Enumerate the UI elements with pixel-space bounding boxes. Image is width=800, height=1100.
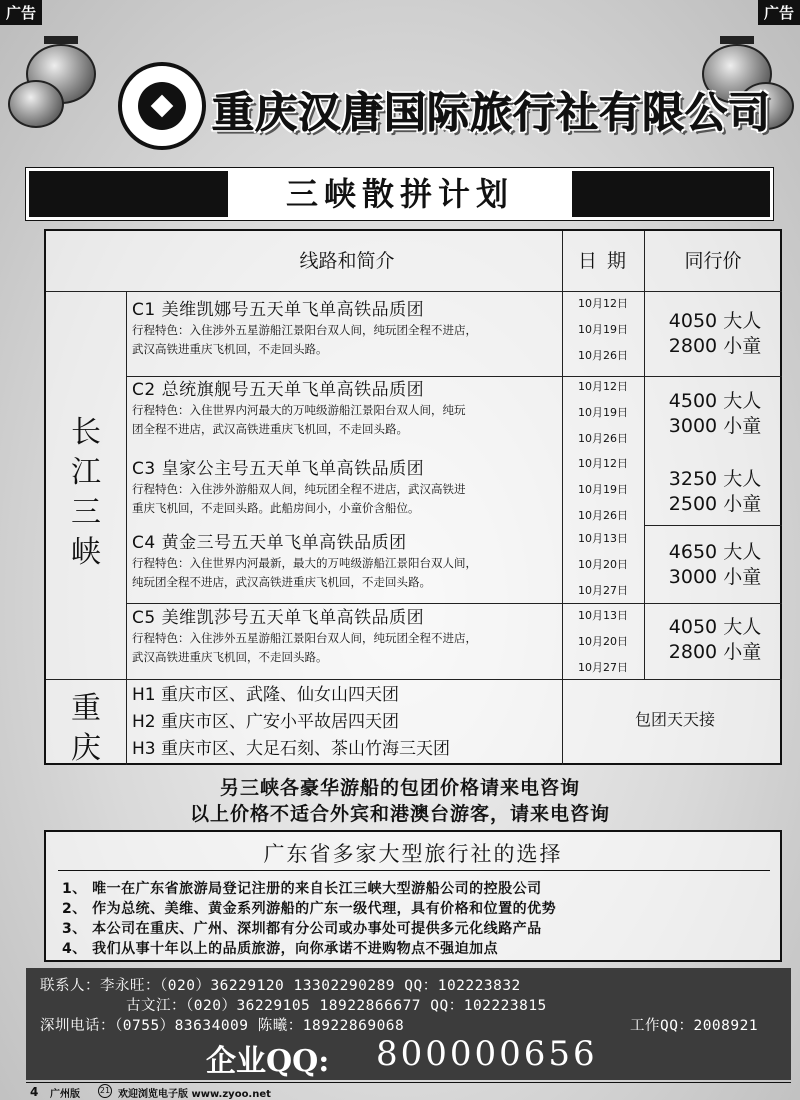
contact-line: 深圳电话：（0755）83634009 陈曦：18922869068 — [40, 1018, 405, 1034]
footer-website: 欢迎浏览电子版 www.zyoo.net — [118, 1089, 271, 1100]
header-route: 线路和简介 — [299, 250, 395, 272]
route-desc: 纯玩团全程不进店，武汉高铁进重庆飞机回，不走回头路。 — [132, 575, 431, 589]
title-bar — [26, 168, 773, 220]
list-item: 2、 作为总统、美维、黄金系列游船的广东一级代理，具有价格和位置的优势 — [62, 901, 557, 917]
route-dates: 10月13日 10月20日 10月27日 — [578, 609, 628, 674]
advantages-box — [44, 830, 782, 962]
grid-line — [126, 603, 782, 604]
edition-badge: 21 — [98, 1084, 112, 1098]
route-dates: 10月12日 10月19日 10月26日 — [578, 297, 628, 362]
grid-line — [126, 291, 127, 765]
region-yangtze: 长 江 三 峡 — [71, 415, 101, 570]
grid-line — [126, 376, 782, 377]
list-item: H1 重庆市区、武隆、仙女山四天团 — [132, 685, 400, 705]
lantern-cap-icon — [720, 36, 754, 44]
header-date: 日 期 — [577, 250, 629, 272]
table-row — [132, 532, 562, 592]
divider — [58, 870, 770, 871]
route-title: C4 黄金三号五天单飞单高铁品质团 — [132, 533, 407, 553]
company-logo-icon — [118, 62, 206, 150]
notice: 另三峡各豪华游船的包团价格请来电咨询 — [219, 777, 580, 799]
footer — [0, 1082, 800, 1100]
table-row — [132, 379, 562, 439]
page-title: 三峡散拼计划 — [225, 171, 575, 217]
route-price: 4050 大人 2800 小童 — [668, 616, 762, 663]
grid-line — [562, 231, 563, 765]
table-row — [132, 299, 562, 359]
header — [0, 20, 800, 165]
company-name: 重庆汉唐国际旅行社有限公司 — [212, 88, 772, 137]
route-desc: 行程特色：入住世界内河最大的万吨级游船江景阳台双人间，纯玩 — [132, 403, 466, 417]
grid-line — [644, 231, 645, 679]
contact-line: 古文江：（020）36229105 18922866677 QQ：102223815 — [126, 998, 547, 1014]
schedule-table — [44, 229, 782, 765]
route-desc: 武汉高铁进重庆飞机回，不走回头路。 — [132, 650, 328, 664]
grid-line — [46, 291, 782, 292]
route-desc: 重庆飞机回，不走回头路。此船房间小，小童价含船位。 — [132, 501, 420, 515]
page-number: 4 — [30, 1085, 39, 1099]
lantern-cap-icon — [44, 36, 78, 44]
route-dates: 10月12日 10月19日 10月26日 — [578, 380, 628, 445]
route-dates: 10月12日 10月19日 10月26日 — [578, 457, 628, 522]
route-title: C5 美维凯莎号五天单飞单高铁品质团 — [132, 608, 425, 628]
route-title: C1 美维凯娜号五天单飞单高铁品质团 — [132, 300, 425, 320]
route-desc: 团全程不进店，武汉高铁进重庆飞机回，不走回头路。 — [132, 422, 408, 436]
divider — [26, 1082, 791, 1083]
ad-tag-right: 广告 — [758, 0, 800, 25]
route-title: C2 总统旗舰号五天单飞单高铁品质团 — [132, 380, 425, 400]
route-price: 4650 大人 3000 小童 — [668, 541, 762, 588]
list-item: 1、 唯一在广东省旅游局登记注册的来自长江三峡大型游船公司的控股公司 — [62, 881, 542, 897]
advantages-title: 广东省多家大型旅行社的选择 — [263, 842, 563, 866]
table-row — [132, 607, 562, 667]
route-desc: 行程特色：入住涉外五星游船江景阳台双人间，纯玩团全程不进店， — [132, 323, 477, 337]
route-price: 3250 大人 2500 小童 — [668, 468, 762, 515]
ad-tag-left: 广告 — [0, 0, 42, 25]
list-item: 3、 本公司在重庆、广州、深圳都有分公司或办事处可提供多元化线路产品 — [62, 921, 542, 937]
route-desc: 行程特色：入住涉外五星游船江景阳台双人间，纯玩团全程不进店， — [132, 631, 477, 645]
region-chongqing: 重 庆 — [71, 691, 101, 766]
route-desc: 行程特色：入住涉外游船双人间，纯玩团全程不进店，武汉高铁进 — [132, 482, 466, 496]
list-item: H3 重庆市区、大足石刻、茶山竹海三天团 — [132, 739, 451, 759]
enterprise-qq-label: 企业QQ: — [206, 1044, 330, 1079]
route-title: C3 皇家公主号五天单飞单高铁品质团 — [132, 459, 425, 479]
publication-name: 广州版 — [50, 1089, 80, 1100]
list-item: 4、 我们从事十年以上的品质旅游，向你承诺不进购物点不强迫加点 — [62, 941, 499, 957]
list-item: H2 重庆市区、广安小平故居四天团 — [132, 712, 400, 732]
header-price: 同行价 — [684, 250, 742, 272]
route-desc: 行程特色：入住世界内河最新，最大的万吨级游船江景阳台双人间， — [132, 556, 477, 570]
notice: 以上价格不适合外宾和港澳台游客，请来电咨询 — [189, 803, 610, 825]
contact-line: 联系人：李永旺：（020）36229120 13302290289 QQ：102223832 — [40, 978, 521, 994]
grid-line — [644, 525, 782, 526]
contact-panel — [26, 968, 791, 1080]
route-price: 4050 大人 2800 小童 — [668, 310, 762, 357]
work-qq: 工作QQ：2008921 — [630, 1018, 759, 1034]
lantern-icon — [8, 80, 64, 128]
chongqing-note: 包团天天接 — [634, 710, 715, 729]
route-dates: 10月13日 10月20日 10月27日 — [578, 532, 628, 597]
route-desc: 武汉高铁进重庆飞机回，不走回头路。 — [132, 342, 328, 356]
table-row — [132, 458, 562, 518]
enterprise-qq-number: 800000656 — [376, 1034, 598, 1074]
route-price: 4500 大人 3000 小童 — [668, 390, 762, 437]
grid-line — [46, 679, 782, 680]
